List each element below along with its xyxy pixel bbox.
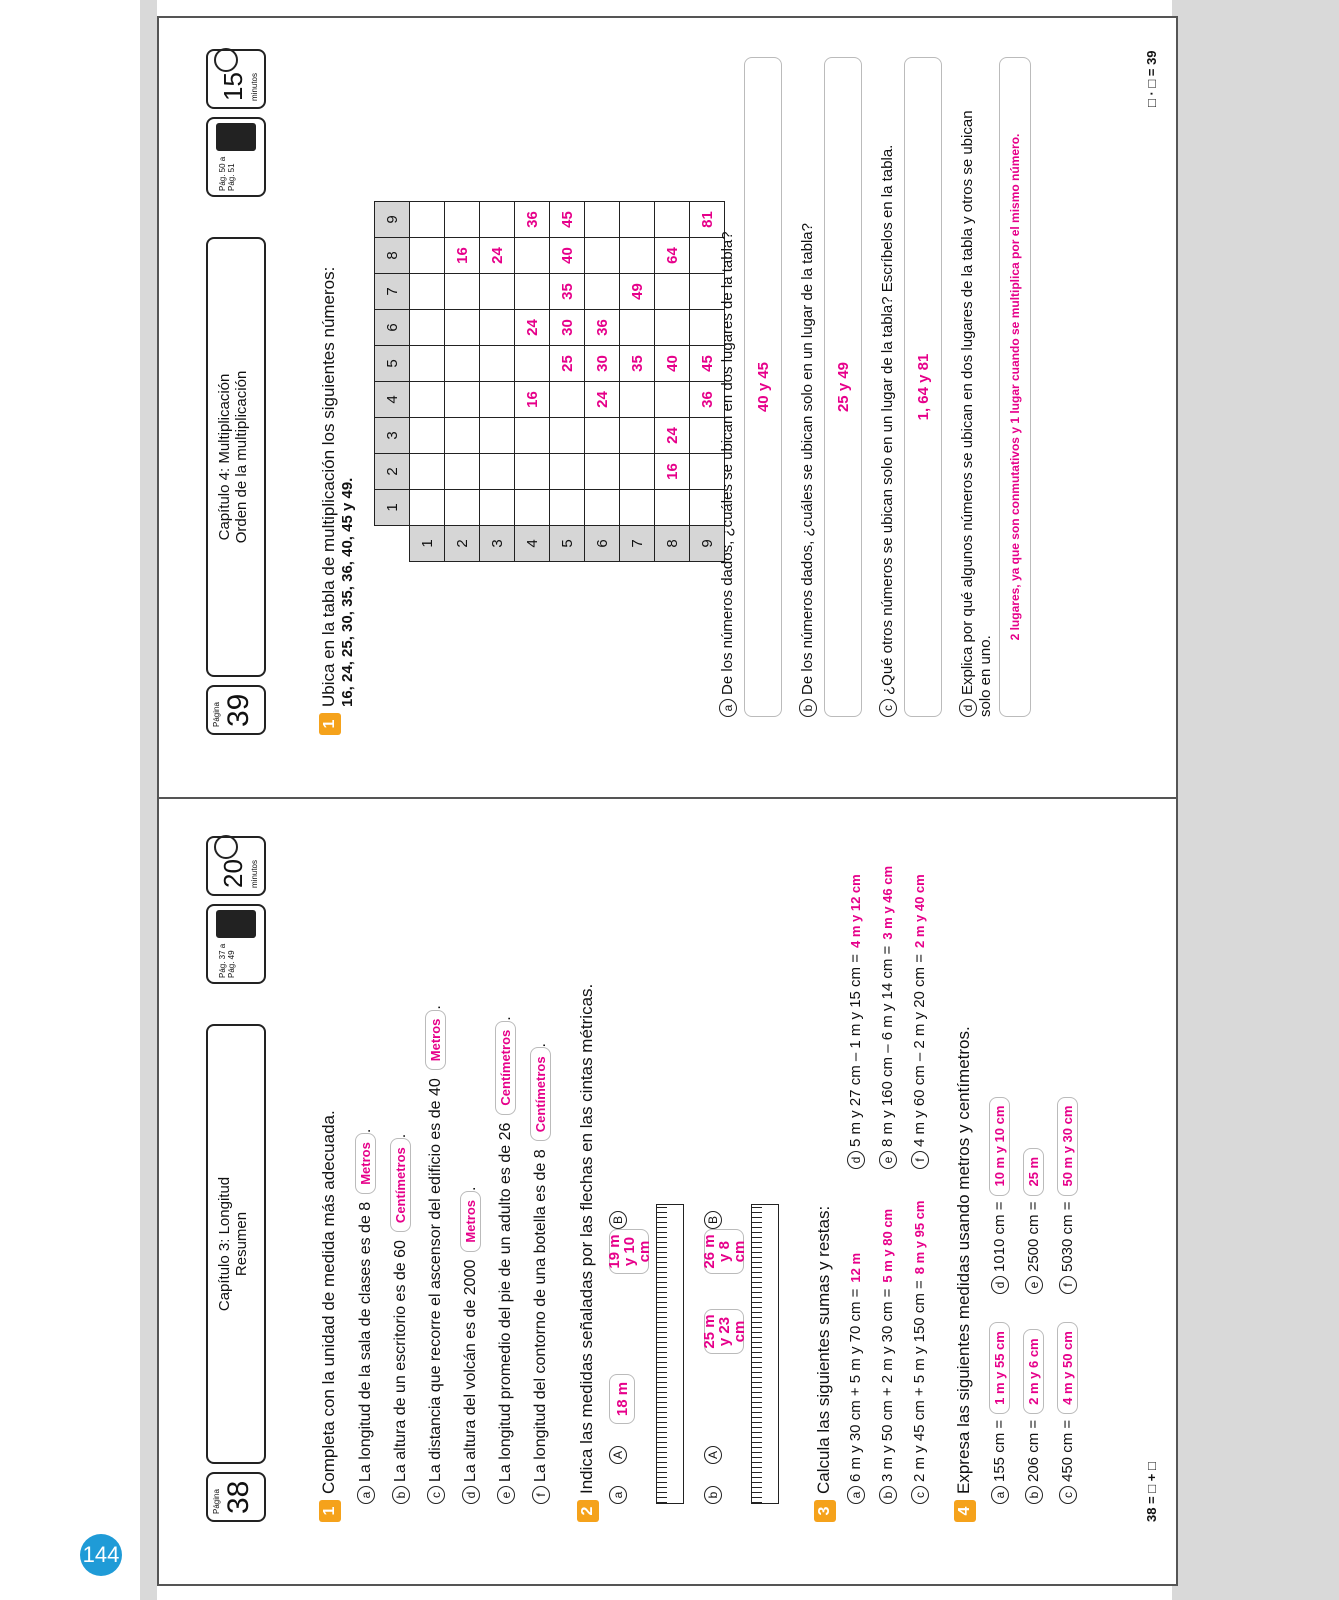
table-row [655, 202, 690, 562]
page-number-badge: 144 [80, 1534, 122, 1576]
table-cell[interactable]: 24 [585, 382, 620, 418]
page-label: Página [212, 1489, 221, 1514]
tape-measure-b [751, 1204, 779, 1504]
table-row [585, 202, 620, 562]
table-cell[interactable] [655, 310, 690, 346]
table-row [620, 202, 655, 562]
q2b-A-label: A [704, 1442, 722, 1464]
minutes: 15 [218, 72, 248, 101]
q4-item [989, 1322, 1010, 1504]
item-answer[interactable]: 25 m [1023, 1148, 1044, 1196]
header-cell: 3 [375, 418, 410, 454]
table-cell[interactable]: 30 [550, 310, 585, 346]
item-text: De los números dados, ¿cuáles se ubican en dos lugares de la tabla? [719, 231, 736, 695]
table-cell[interactable] [655, 382, 690, 418]
q2-title: Indica las medidas señaladas por las flechas en las cintas métricas. [577, 983, 596, 1494]
chapter-title-box [206, 1024, 266, 1464]
answer-box[interactable]: Centímetros [390, 1138, 411, 1232]
table-cell[interactable]: 25 [550, 346, 585, 382]
answer-box[interactable]: Metros [460, 1191, 481, 1252]
table-cell[interactable]: 81 [690, 202, 725, 238]
header-cell: 1 [375, 490, 410, 526]
section-title: Orden de la multiplicación [233, 370, 250, 544]
table-cell[interactable] [410, 454, 445, 490]
row-header-cell: 4 [515, 526, 550, 562]
item-letter: b [1025, 1486, 1043, 1504]
table-cell[interactable] [585, 490, 620, 526]
item-answer[interactable]: 12 m [848, 1252, 863, 1283]
table-cell[interactable] [550, 490, 585, 526]
left-page [159, 799, 1176, 1584]
q3-item [847, 1253, 865, 1504]
table-cell[interactable] [410, 274, 445, 310]
table-cell[interactable] [585, 418, 620, 454]
multiplication-table [374, 201, 725, 562]
q2a-A-answer[interactable]: 18 m [609, 1374, 635, 1424]
table-cell[interactable] [515, 418, 550, 454]
q2a-label: a [609, 1482, 627, 1504]
item-end: . [462, 1186, 479, 1191]
row-header-cell: 3 [480, 526, 515, 562]
tape-measure-a [656, 1204, 684, 1504]
item-answer[interactable]: 2 m y 6 cm [1023, 1329, 1044, 1414]
item-expr: 8 m y 160 cm – 6 m y 14 cm = [879, 945, 896, 1147]
table-cell[interactable]: 45 [550, 202, 585, 238]
table-cell[interactable] [515, 346, 550, 382]
table-cell[interactable]: 36 [585, 310, 620, 346]
row-header-cell: 9 [690, 526, 725, 562]
chapter-title: Capítulo 4: Multiplicación [216, 373, 233, 541]
table-cell[interactable]: 49 [620, 274, 655, 310]
q2b-label: b [704, 1482, 722, 1504]
table-cell[interactable]: 16 [515, 382, 550, 418]
item-expr: 5 m y 27 cm – 1 m y 15 cm = [847, 954, 864, 1147]
text-ref: Pág. 50 a Pág. 51 [218, 156, 236, 191]
item-letter: b [879, 1486, 897, 1504]
item-answer[interactable]: 10 m y 10 cm [989, 1097, 1010, 1196]
item-letter: c [911, 1486, 929, 1504]
timer-box [206, 49, 266, 109]
table-cell[interactable] [480, 490, 515, 526]
table-row [445, 202, 480, 562]
text-ref: Pág. 37 a Pág. 49 [218, 943, 236, 978]
table-cell[interactable] [410, 490, 445, 526]
page-box [206, 685, 266, 735]
clock-icon [214, 835, 238, 859]
item-letter: d [991, 1276, 1009, 1294]
item-expr: 6 m y 30 cm + 5 m y 70 cm = [847, 1288, 864, 1482]
table-cell[interactable] [445, 454, 480, 490]
answer-box[interactable]: 25 y 49 [824, 57, 862, 717]
item-letter: b [799, 699, 817, 717]
minutes-label: minutos [250, 859, 259, 888]
q4-item [989, 1097, 1010, 1294]
header-cell: 8 [375, 238, 410, 274]
item-text: La longitud de la sala de clases es de 8 [357, 1201, 374, 1482]
right-footer: □ · □ = 39 [1144, 50, 1159, 107]
table-cell[interactable] [480, 310, 515, 346]
table-cell[interactable] [480, 382, 515, 418]
q1-item [460, 1187, 481, 1504]
table-cell[interactable] [655, 274, 690, 310]
q1-item [425, 1005, 446, 1504]
table-cell[interactable] [620, 490, 655, 526]
item-end: . [357, 1128, 374, 1134]
r-q1-numbers: 16, 24, 25, 30, 35, 36, 40, 45 y 49. [339, 477, 356, 707]
table-cell[interactable]: 40 [550, 238, 585, 274]
table-cell[interactable]: 24 [480, 238, 515, 274]
table-cell[interactable] [445, 490, 480, 526]
section-title: Resumen [233, 1211, 250, 1277]
table-cell[interactable] [480, 202, 515, 238]
answer-box[interactable]: 40 y 45 [744, 57, 782, 717]
table-cell[interactable] [620, 310, 655, 346]
r-sub-question [959, 97, 994, 717]
right-page [159, 14, 1176, 797]
table-cell[interactable]: 64 [655, 238, 690, 274]
table-cell[interactable] [480, 454, 515, 490]
answer-box[interactable]: Metros [355, 1133, 376, 1194]
item-letter: c [1059, 1486, 1077, 1504]
q4-badge: 4 [954, 1500, 976, 1522]
item-letter: a [847, 1486, 865, 1504]
q4-item [1023, 1329, 1044, 1504]
table-cell[interactable] [585, 238, 620, 274]
table-cell[interactable] [620, 418, 655, 454]
table-cell[interactable] [515, 274, 550, 310]
table-cell[interactable] [445, 310, 480, 346]
item-expr: 3 m y 50 cm + 2 m y 30 cm = [879, 1288, 896, 1482]
q3-badge: 3 [814, 1500, 836, 1522]
row-header-cell: 2 [445, 526, 480, 562]
table-cell[interactable] [445, 382, 480, 418]
page-label: Página [212, 702, 221, 727]
row-header-cell: 5 [550, 526, 585, 562]
book-icon [216, 910, 256, 938]
q1-item [495, 1016, 516, 1504]
table-cell[interactable] [620, 382, 655, 418]
table-cell[interactable] [550, 454, 585, 490]
book-reference [206, 117, 266, 197]
right-margin-bar [1172, 0, 1339, 1600]
item-letter: f [532, 1486, 550, 1504]
table-cell[interactable] [445, 346, 480, 382]
item-end: . [497, 1016, 514, 1021]
q2b-B-label: B [704, 1207, 722, 1229]
q2a-B-answer[interactable]: 19 m y 10 cm [609, 1229, 649, 1274]
item-answer[interactable]: 4 m y 50 cm [1057, 1322, 1078, 1414]
table-cell[interactable] [515, 238, 550, 274]
r-q1-badge: 1 [319, 713, 341, 735]
row-header-cell: 1 [410, 526, 445, 562]
table-cell[interactable]: 45 [690, 346, 725, 382]
item-text: La longitud promedio del pie de un adulto es de 26 [497, 1122, 514, 1482]
item-text: La longitud del contorno de una botella es de 8 [532, 1149, 549, 1482]
row-header-cell: 7 [620, 526, 655, 562]
table-cell[interactable] [410, 310, 445, 346]
table-row [410, 202, 445, 562]
item-letter: f [911, 1151, 929, 1169]
item-answer[interactable]: 2 m y 40 cm [912, 874, 927, 949]
q3-item [911, 1201, 929, 1504]
q1-item [530, 1043, 551, 1504]
item-text: ¿Qué otros números se ubican solo en un lugar de la tabla? Escríbelos en la tabla. [879, 144, 896, 695]
chapter-title: Capítulo 3: Longitud [216, 1176, 233, 1312]
item-letter: c [879, 699, 897, 717]
q4-item [1057, 1097, 1078, 1294]
table-cell[interactable] [585, 202, 620, 238]
item-letter: a [357, 1486, 375, 1504]
table-cell[interactable]: 36 [515, 202, 550, 238]
table-cell[interactable]: 35 [550, 274, 585, 310]
book-icon [216, 123, 256, 151]
q1-item [390, 1134, 411, 1504]
q4-item [1023, 1148, 1044, 1294]
q3-item [879, 866, 897, 1169]
minutes: 20 [218, 859, 248, 888]
page-box [206, 1472, 266, 1522]
item-letter: e [497, 1486, 515, 1504]
table-row [480, 202, 515, 562]
table-cell[interactable]: 16 [655, 454, 690, 490]
table-cell[interactable] [410, 238, 445, 274]
table-cell[interactable] [515, 454, 550, 490]
item-letter: d [462, 1486, 480, 1504]
table-cell[interactable]: 40 [655, 346, 690, 382]
q2a-B-label: B [609, 1207, 627, 1229]
item-end: . [427, 1005, 444, 1010]
table-header-row [375, 202, 410, 562]
q2b-A-answer[interactable]: 25 m y 23 cm [704, 1309, 744, 1354]
item-text: De los números dados, ¿cuáles se ubican solo en un lugar de la tabla? [799, 223, 816, 695]
answer-box[interactable]: Centímetros [495, 1021, 516, 1115]
header-cell: 9 [375, 202, 410, 238]
table-cell[interactable] [410, 382, 445, 418]
item-expr: 2 m y 45 cm + 5 m y 150 cm = [911, 1280, 928, 1482]
table-cell[interactable] [515, 490, 550, 526]
item-expr: 2500 cm = [1025, 1201, 1042, 1272]
item-expr: 5030 cm = [1059, 1201, 1076, 1272]
q2b-B-answer[interactable]: 26 m y 8 cm [704, 1229, 744, 1274]
table-cell[interactable] [620, 202, 655, 238]
table-cell[interactable] [410, 418, 445, 454]
item-letter: e [879, 1151, 897, 1169]
table-cell[interactable] [410, 202, 445, 238]
item-letter: b [392, 1486, 410, 1504]
q1-item [355, 1129, 376, 1504]
item-letter: d [959, 699, 977, 717]
table-cell[interactable] [585, 454, 620, 490]
table-cell[interactable]: 36 [690, 382, 725, 418]
header-cell: 2 [375, 454, 410, 490]
item-expr: 155 cm = [991, 1419, 1008, 1482]
page-num: 39 [222, 693, 255, 727]
left-footer: 38 = □ + □ [1144, 1462, 1159, 1522]
item-answer[interactable]: 1 m y 55 cm [989, 1322, 1010, 1414]
q1-badge: 1 [319, 1500, 341, 1522]
item-text: Explica por qué algunos números se ubican en dos lugares de la tabla y otros se ubican solo en uno. [959, 110, 995, 717]
r-sub-question [799, 97, 817, 717]
row-header-cell: 6 [585, 526, 620, 562]
item-text: La altura del volcán es de 2000 [462, 1259, 479, 1482]
q2a-A-label: A [609, 1442, 627, 1464]
table-cell[interactable] [620, 238, 655, 274]
item-answer[interactable]: 50 m y 30 cm [1057, 1097, 1078, 1196]
left-margin-bar [140, 0, 157, 1600]
q3-item [911, 874, 929, 1169]
r-sub-question [719, 97, 737, 717]
answer-box[interactable]: Centímetros [530, 1047, 551, 1141]
table-cell[interactable] [445, 202, 480, 238]
item-text: La distancia que recorre el ascensor del edificio es de 40 [427, 1078, 444, 1482]
item-expr: 450 cm = [1059, 1419, 1076, 1482]
table-cell[interactable] [620, 454, 655, 490]
r-sub-question [879, 97, 897, 717]
table-cell[interactable]: 24 [655, 418, 690, 454]
table-cell[interactable] [480, 346, 515, 382]
book-reference [206, 904, 266, 984]
header-cell: 5 [375, 346, 410, 382]
page-divider [159, 797, 1176, 799]
chapter-title-box [206, 237, 266, 677]
q4-title: Expresa las siguientes medidas usando metros y centímetros. [954, 1026, 973, 1494]
item-text: La altura de un escritorio es de 60 [392, 1240, 409, 1482]
item-letter: c [427, 1486, 445, 1504]
workbook-spread [157, 16, 1178, 1586]
item-answer[interactable]: 3 m y 46 cm [880, 865, 895, 940]
item-letter: d [847, 1151, 865, 1169]
table-row [515, 202, 550, 562]
answer-box[interactable]: 1, 64 y 81 [904, 57, 942, 717]
page-num: 38 [222, 1480, 255, 1514]
table-cell[interactable]: 24 [515, 310, 550, 346]
header-cell: 6 [375, 310, 410, 346]
q4-item [1057, 1322, 1078, 1504]
header-cell: 4 [375, 382, 410, 418]
table-cell[interactable]: 35 [620, 346, 655, 382]
item-answer[interactable]: 8 m y 95 cm [912, 1200, 927, 1275]
clock-icon [214, 48, 238, 72]
table-cell[interactable] [410, 346, 445, 382]
table-cell[interactable] [585, 274, 620, 310]
minutes-label: minutos [250, 72, 259, 101]
table-cell[interactable] [480, 274, 515, 310]
table-cell[interactable]: 30 [585, 346, 620, 382]
q2-badge: 2 [577, 1500, 599, 1522]
table-cell[interactable] [655, 202, 690, 238]
table-row [550, 202, 585, 562]
table-cell[interactable] [480, 418, 515, 454]
item-letter: a [991, 1486, 1009, 1504]
table-cell[interactable] [445, 274, 480, 310]
answer-box[interactable]: Metros [425, 1010, 446, 1071]
q1-title: Completa con la unidad de medida más adecuada. [319, 1110, 338, 1494]
q3-item [847, 874, 865, 1169]
table-cell[interactable] [550, 382, 585, 418]
item-letter: e [1025, 1276, 1043, 1294]
header-cell: 7 [375, 274, 410, 310]
r-q1-title: Ubica en la tabla de multiplicación los siguientes números: [319, 266, 338, 707]
item-letter: f [1059, 1276, 1077, 1294]
corner-cell [375, 526, 410, 562]
item-end: . [392, 1133, 409, 1139]
q3-item [879, 1209, 897, 1504]
table-cell[interactable] [445, 418, 480, 454]
item-end: . [532, 1042, 549, 1048]
item-expr: 206 cm = [1025, 1419, 1042, 1482]
q3-title: Calcula las siguientes sumas y restas: [814, 1205, 833, 1494]
item-answer[interactable]: 5 m y 80 cm [880, 1208, 895, 1283]
item-expr: 1010 cm = [991, 1201, 1008, 1272]
table-cell[interactable]: 16 [445, 238, 480, 274]
item-answer[interactable]: 4 m y 12 cm [848, 874, 863, 949]
answer-box[interactable]: 2 lugares, ya que son conmutativos y 1 lugar cuando se multiplica por el mismo número. [999, 57, 1031, 717]
item-letter: a [719, 699, 737, 717]
timer-box [206, 836, 266, 896]
item-expr: 4 m y 60 cm – 2 m y 20 cm = [911, 954, 928, 1147]
table-cell[interactable] [550, 418, 585, 454]
row-header-cell: 8 [655, 526, 690, 562]
table-cell[interactable] [655, 490, 690, 526]
